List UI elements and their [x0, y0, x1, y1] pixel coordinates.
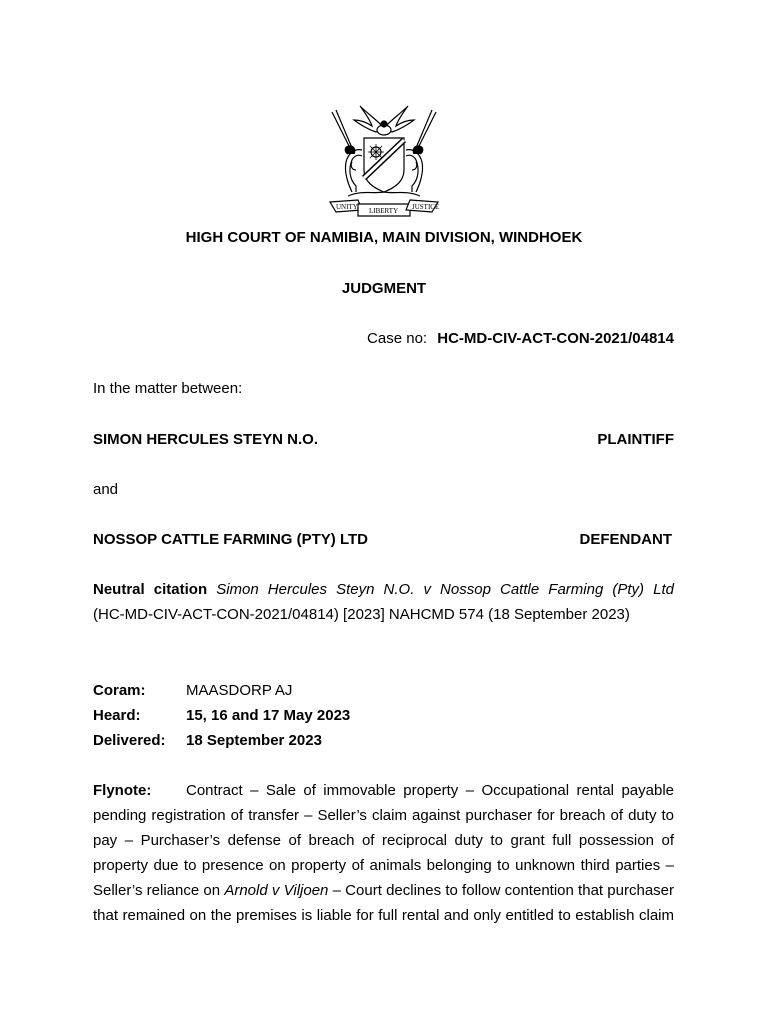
case-number-line	[367, 330, 674, 347]
neutral-citation-title: Simon Hercules Steyn N.O. v Nossop Cattle Farming (Pty) Ltd	[216, 581, 674, 598]
flynote-line-5-post: – Court declines to follow contention that purchaser	[332, 882, 675, 899]
svg-text:JUSTICE: JUSTICE	[412, 203, 440, 211]
court-title: HIGH COURT OF NAMIBIA, MAIN DIVISION, WINDHOEK	[185, 229, 583, 246]
neutral-citation-reference: (HC-MD-CIV-ACT-CON-2021/04814) [2023] NAHCMD 574 (18 September 2023)	[93, 606, 630, 623]
flynote-line-1	[93, 778, 674, 803]
neutral-citation-line-1	[93, 577, 674, 602]
case-number-label: Case no:	[367, 330, 428, 347]
flynote	[93, 778, 674, 928]
case-number: HC-MD-CIV-ACT-CON-2021/04814	[437, 330, 674, 347]
parties-intro: In the matter between:	[93, 380, 243, 397]
flynote-line-5	[93, 878, 674, 903]
flynote-line-6: that remained on the premises is liable for full rental and only entitled to establish claim	[93, 907, 674, 924]
neutral-citation-label: Neutral citation	[93, 581, 208, 598]
defendant-name: NOSSOP CATTLE FARMING (PTY) LTD	[93, 531, 368, 548]
document-type: JUDGMENT	[341, 280, 427, 297]
flynote-line-2: pending registration of transfer – Seller’s claim against purchaser for breach of duty to	[93, 807, 674, 824]
svg-text:LIBERTY: LIBERTY	[369, 207, 399, 215]
coat-of-arms-icon	[322, 100, 446, 220]
flynote-line-1-text: Contract – Sale of immovable property – Occupational rental payable	[186, 782, 674, 799]
flynote-line-5-pre: Seller’s reliance on	[93, 882, 221, 899]
flynote-label: Flynote:	[93, 782, 152, 799]
coram-label: Coram:	[93, 682, 146, 699]
plaintiff-role: PLAINTIFF	[597, 431, 674, 448]
flynote-line-3: pay – Purchaser’s defense of breach of reciprocal duty to grant full possession of	[93, 832, 674, 849]
flynote-cited-case: Arnold v Viljoen	[224, 882, 329, 899]
heard-value: 15, 16 and 17 May 2023	[186, 707, 351, 724]
delivered-value: 18 September 2023	[186, 732, 322, 749]
heard-label: Heard:	[93, 707, 141, 724]
coram-value: MAASDORP AJ	[186, 682, 293, 699]
defendant-role: DEFENDANT	[579, 531, 672, 548]
parties-conjunction: and	[93, 481, 119, 498]
delivered-label: Delivered:	[93, 732, 166, 749]
flynote-line-4: property due to presence on property of animals belonging to unknown third parties –	[93, 857, 674, 874]
plaintiff-name: SIMON HERCULES STEYN N.O.	[93, 431, 319, 448]
svg-text:UNITY: UNITY	[336, 203, 358, 211]
